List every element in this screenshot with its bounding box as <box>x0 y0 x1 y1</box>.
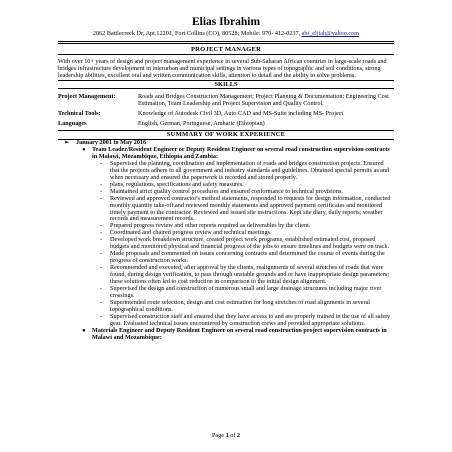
arrow-bullet-icon: ➢ <box>64 138 70 146</box>
dash-bullet-icon: - <box>100 250 103 258</box>
skills-table <box>58 93 394 127</box>
skill-label: Project Management: <box>58 92 116 100</box>
skill-label: Languages <box>58 119 87 127</box>
page-label: Page <box>211 432 226 439</box>
email-link[interactable]: abi_eljiah@yahoo.com <box>301 30 360 37</box>
duty-text: Supervised the design and construction of numerous small and large drainage structures including major river crossings. <box>110 285 382 299</box>
duty-text: Coordinated and chaired progress review and technical meetings. <box>110 229 272 237</box>
role-text: Team Leader/Resident Engineer or Deputy Resident Engineer on several road construction supervision contracts in Malawi, Mozambique, Ethiopia and Zambia: <box>92 145 390 160</box>
skill-label: Technical Tools: <box>58 109 101 117</box>
list-item <box>100 194 394 224</box>
page-number: 1 <box>225 432 229 439</box>
duty-text: Made proposals and commented on issues concerning contracts and determined the course of events during the progress of construction works. <box>110 250 385 265</box>
header-divider <box>58 41 394 44</box>
duty-text: Supervised the planning, coordination and implementation of roads and bridges construction projects. Ensured that the projects adhere to all government and industry standards and guidelines. Obtained special permits as and when necessary and ensured the paperwork is recorded and stored properly. <box>110 159 390 181</box>
objective-title: PROJECT MANAGER <box>190 46 262 53</box>
list-item <box>100 285 394 300</box>
experience-section <box>58 140 394 342</box>
list-item <box>100 312 394 328</box>
dash-bullet-icon: - <box>100 180 103 188</box>
list-item <box>100 250 394 265</box>
round-bullet-icon: ● <box>82 326 86 334</box>
duty-text: Developed work breakdown structure, created project work programs, established estimated cost, proposed budgets and monitored physical and financial progress of the jobs to ensure timelines and budgets were on track. <box>110 236 390 251</box>
dash-bullet-icon: - <box>100 236 103 244</box>
skill-text: English, German, Portuguese, Amharic (Ethiopian) <box>138 119 265 127</box>
round-bullet-icon: ● <box>82 145 86 153</box>
dash-bullet-icon: - <box>100 312 103 320</box>
skill-text: Knowledge of Autodesk Civil 3D, Auto CAD and MS-Suite including MS- Project <box>138 109 344 117</box>
duty-text: Reviewed and approved contractor's method statements, responded to requests for design information, conducted monthly quantity take-off and reviewed monthly statements and approved payment certificates and monitored timely payment to the contractor. Reviewed and issued site instructions. Kept site diary, daily reports; weather records and measurement records. <box>110 194 391 223</box>
dash-bullet-icon: - <box>100 229 103 237</box>
skills-divider-bottom <box>58 88 394 89</box>
duty-text: plans, regulations, specifications and safety measures. <box>110 180 244 188</box>
duty-text: Supervised construction staff and ensured that they have access to and are properly trained in the use of all safety gear. Evaluated technical issues encountered by construction crews and provided appropriate solutions. <box>110 312 391 327</box>
page-footer <box>0 432 452 439</box>
duty-text: Superintended route selection, design and cost estimation for long stretches of road alignments in several topographical conditions. <box>110 298 370 313</box>
skill-row-technical-tools <box>58 110 394 117</box>
summary-paragraph: With over 10+ years of design and project management experience in several Sub-Saharan African countries in large-scale roads and bridges infrastructure development in interurban and municipal settings in various types of topographic and soil conditions, strong leadership abilities, excellent oral and written communication skills, attention to detail and the ability to solve problems. <box>58 58 387 80</box>
list-item <box>100 298 394 314</box>
role-text: Materials Engineer and Deputy Resident Engineer on several road construction project supervision contracts in Malawi and Mozambique: <box>92 326 387 341</box>
list-item <box>100 236 394 251</box>
role-heading <box>82 147 394 161</box>
experience-title: SUMMARY OF WORK EXPERIENCE <box>166 130 286 138</box>
page-total: 2 <box>236 432 240 439</box>
dash-bullet-icon: - <box>100 285 103 292</box>
skill-row-project-management <box>58 93 394 107</box>
list-item <box>100 264 394 286</box>
period-text: January 2001 to May 2016 <box>76 138 147 146</box>
role-heading <box>82 328 394 342</box>
page-of: of <box>228 432 237 439</box>
duty-text: Prepared progress review and other reports required as deliverables by the client. <box>110 222 311 230</box>
duty-text: Recommended and executed, after approval by the clients, realignments of several stretches of roads that were found, during design verification, to pass through unstable grounds and or have inappropriate design parameters; these solutions often led to cost reduction in comparison to the initial design alignment. <box>110 264 390 286</box>
dash-bullet-icon: - <box>100 194 103 202</box>
dash-bullet-icon: - <box>100 298 103 306</box>
contact-text: 2062 Battlecreek Dr, Apt.12201, Fort Collins (CO), 80528; Mobile: 970- 412-0237, <box>92 30 301 37</box>
list-item <box>100 159 394 182</box>
dash-bullet-icon: - <box>100 159 103 167</box>
contact-line <box>58 29 394 38</box>
dash-bullet-icon: - <box>100 222 103 230</box>
applicant-name: Elias Ibrahim <box>191 16 261 28</box>
skill-text: Roads and Bridges Construction Management; Project Planning & Documentation; Engineering Cost Estimation, Team Leadership and Project Supervision and Quality Control. <box>138 92 389 107</box>
duties-list <box>100 159 394 328</box>
skills-title: SKILLS <box>214 80 238 88</box>
duty-text: Maintained strict quality control procedures and ensured conformance to technical provisions. <box>110 187 343 195</box>
objective-divider <box>58 54 394 55</box>
skill-row-languages <box>58 120 394 127</box>
dash-bullet-icon: - <box>100 264 103 272</box>
dash-bullet-icon: - <box>100 187 103 195</box>
